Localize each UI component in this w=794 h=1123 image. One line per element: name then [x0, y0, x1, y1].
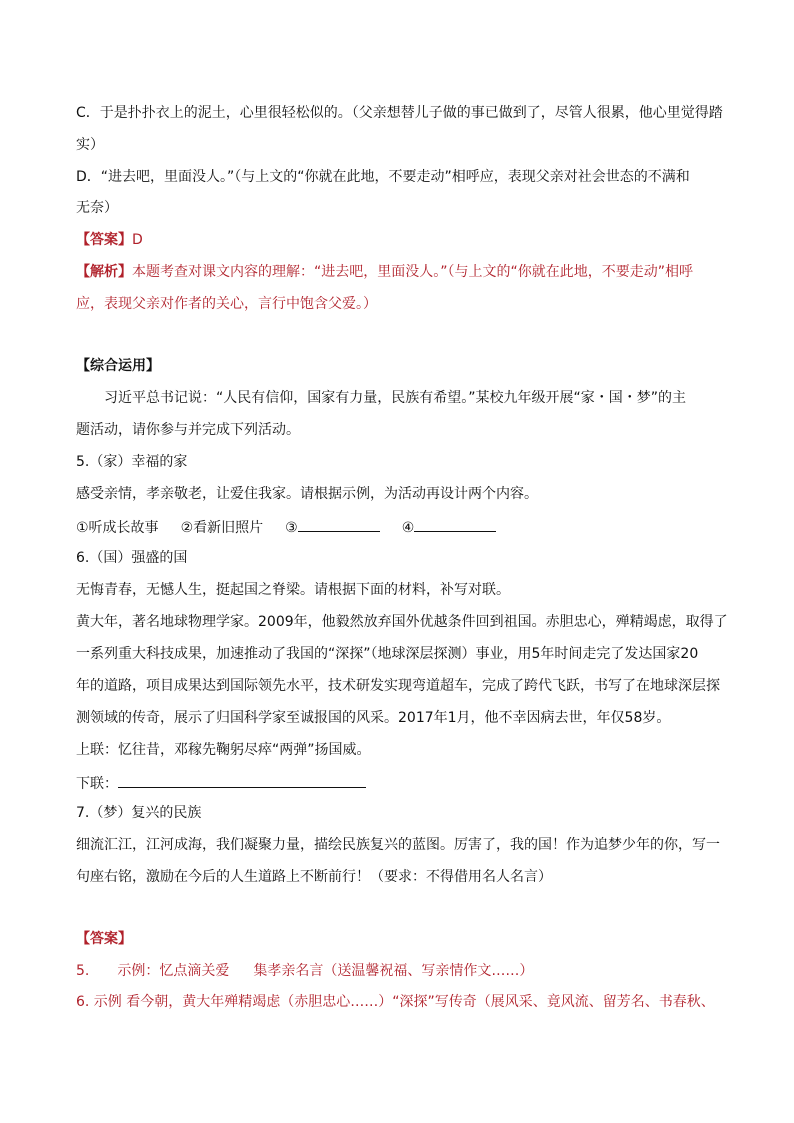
q5-item3: ③: [285, 520, 298, 536]
analysis-line1: 本题考查对课文内容的理解：“进去吧，里面没人。”（与上文的“你就在此地，不要走动”相呼: [132, 264, 694, 280]
option-d-line2: 无奈）: [76, 200, 118, 216]
q7-prompt-line2: 句座右铭，激励在今后的人生道路上不断前行！（要求：不得借用名人名言）: [76, 869, 552, 885]
q6-upper-couplet: 上联：忆往昔，邓稼先鞠躬尽瘁“两弹”扬国威。: [76, 742, 371, 758]
section-intro-line1: 习近平总书记说：“人民有信仰，国家有力量，民族有希望。”某校九年级开展“家・国・梦”的主: [104, 390, 687, 406]
option-d-line1: D．“进去吧，里面没人。”（与上文的“你就在此地，不要走动”相呼应，表现父亲对社会世态的不满和: [76, 169, 690, 185]
q5-blank4[interactable]: [414, 517, 496, 532]
answer-5-text1: 示例：忆点滴关爱: [117, 963, 230, 979]
answer-5-text2: 集孝亲名言（送温馨祝福、写亲情作文……）: [253, 963, 534, 979]
q6-title: 6.（国）强盛的国: [76, 550, 188, 566]
answer-row: [76, 231, 143, 249]
option-c-line2: 实）: [76, 137, 104, 153]
analysis-row: [76, 263, 693, 281]
q5-item4: ④: [401, 520, 415, 536]
section-intro-line2: 题活动，请你参与并完成下列活动。: [76, 422, 300, 438]
answer-label: 【答案】: [76, 232, 132, 248]
q6-material-line2: 一系列重大科技成果，加速推动了我国的“深探”（地球深层探测）事业，用5年时间走完了发达国家20: [76, 646, 699, 662]
q6-lower-blank[interactable]: [118, 773, 366, 788]
q6-material-line1: 黄大年，著名地球物理学家。2009年，他毅然放弃国外优越条件回到祖国。赤胆忠心，殚精竭虑，取得了: [76, 614, 728, 630]
answer-5-row: [76, 962, 533, 980]
q6-material-line4: 测领域的传奇，展示了归国科学家至诚报国的风采。2017年1月，他不幸因病去世，年仅58岁。: [76, 710, 671, 726]
option-c-line1: C．于是扑扑衣上的泥土，心里很轻松似的。（父亲想替儿子做的事已做到了，尽管人很累，他心里觉得踏: [76, 105, 723, 121]
q7-prompt-line1: 细流汇江，江河成海，我们凝聚力量，描绘民族复兴的蓝图。厉害了，我的国！作为追梦少年的你，写一: [76, 837, 720, 853]
q5-blank3[interactable]: [298, 517, 380, 532]
q5-title: 5.（家）幸福的家: [76, 454, 188, 470]
section-title: 【综合运用】: [76, 358, 160, 374]
analysis-line2: 应，表现父亲对作者的关心，言行中饱含父爱。）: [76, 296, 377, 312]
q7-title: 7.（梦）复兴的民族: [76, 805, 202, 821]
q6-lower-row: [76, 773, 366, 793]
q5-prompt: 感受亲情，孝亲敬老，让爱住我家。请根据示例，为活动再设计两个内容。: [76, 486, 538, 502]
q6-prompt: 无悔青春，无憾人生，挺起国之脊梁。请根据下面的材料，补写对联。: [76, 582, 510, 598]
analysis-label: 【解析】: [76, 264, 132, 280]
q6-lower-label: 下联：: [76, 776, 118, 792]
q5-item2: ②看新旧照片: [180, 520, 264, 536]
q5-item1: ①听成长故事: [76, 520, 159, 536]
q6-material-line3: 年的道路，项目成果达到国际领先水平，技术研发实现弯道超车，完成了跨代飞跃，书写了在地球深层探: [76, 678, 720, 694]
answers-label: 【答案】: [76, 931, 132, 947]
q5-items: [76, 517, 496, 537]
answer-value: D: [132, 232, 143, 248]
answer-6-line: 6. 示例 看今朝，黄大年殚精竭虑（赤胆忠心……）“深探”写传奇（展风采、竟风流、留芳名、书春秋、: [76, 994, 715, 1010]
answer-5-number: 5.: [76, 963, 90, 979]
